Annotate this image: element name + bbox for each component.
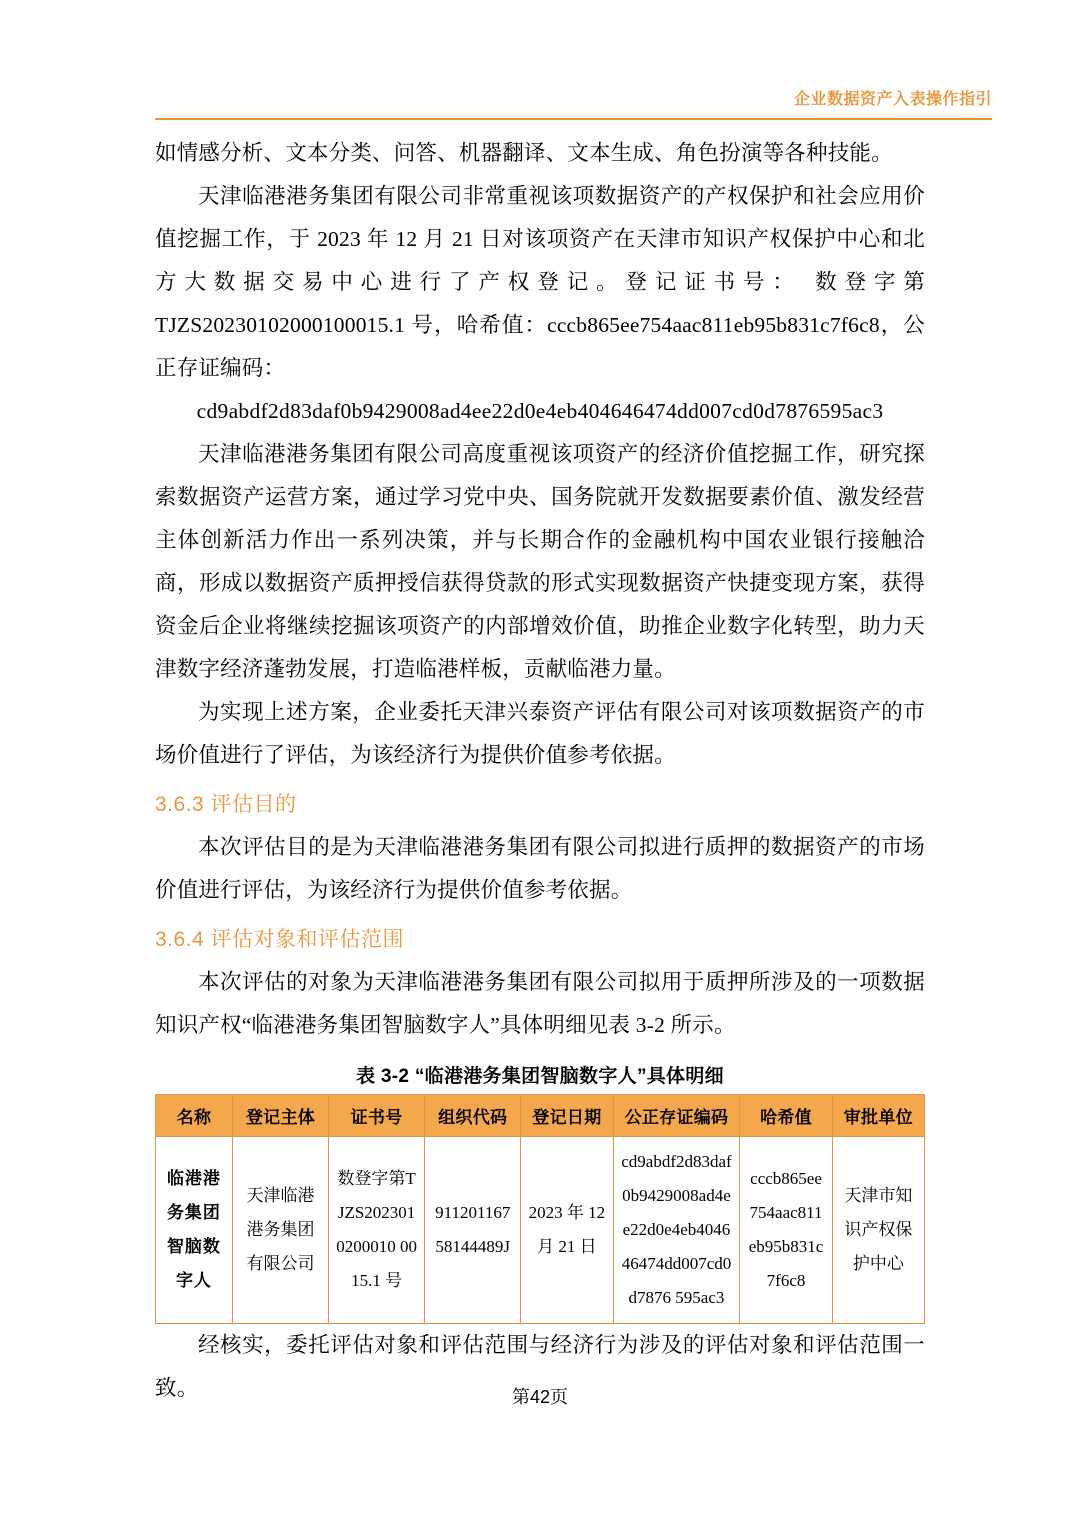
column-header-register-date: 登记日期 (521, 1095, 613, 1137)
paragraph-valuation-commission: 为实现上述方案，企业委托天津兴泰资产评估有限公司对该项数据资产的市场价值进行了评估，为该经济行为提供价值参考依据。 (155, 700, 925, 767)
table-caption: 表 3-2 “临港港务集团智脑数字人”具体明细 (356, 1066, 724, 1087)
table-header-row (156, 1095, 925, 1137)
cell-approval-unit: 天津市知识产权保护中心 (832, 1137, 924, 1324)
paragraph-ip-registration: 天津临港港务集团有限公司非常重视该项数据资产的产权保护和社会应用价值挖掘工作，于 2023 年 12 月 21 日对该项资产在天津市知识产权保护中心和北方大数据交易中心进行了产权登记。登记证书号： 数登字第TJZS20230102000100015.1 号，哈希值：cccb865ee754aac811eb95b831c7f6c8，公正存证编码： (155, 184, 925, 380)
paragraph-continued: 如情感分析、文本分类、问答、机器翻译、文本生成、角色扮演等各种技能。 (155, 141, 893, 165)
cell-certificate-no: 数登字第TJZS2023010200010 0015.1 号 (329, 1137, 425, 1324)
cell-registrant: 天津临港港务集团有限公司 (232, 1137, 328, 1324)
column-header-hash: 哈希值 (740, 1095, 832, 1137)
column-header-approval-unit: 审批单位 (832, 1095, 924, 1137)
asset-detail-table (155, 1094, 925, 1324)
column-header-registrant: 登记主体 (232, 1095, 328, 1137)
cell-register-date: 2023 年 12 月 21 日 (521, 1137, 613, 1324)
column-header-certificate-no: 证书号 (329, 1095, 425, 1137)
paragraph-verification: 经核实，委托评估对象和评估范围与经济行为涉及的评估对象和评估范围一致。 (155, 1333, 925, 1400)
notarial-code-line: cd9abdf2d83daf0b9429008ad4ee22d0e4eb404646474dd007cd0d7876595ac3 (196, 399, 884, 423)
header-divider (155, 118, 992, 120)
running-header: 企业数据资产入表操作指引 (793, 91, 992, 108)
cell-notarial-code: cd9abdf2d83daf0b9429008ad4ee22d0e4eb404646474dd007cd0d7876 595ac3 (613, 1137, 740, 1324)
paragraph-valuation-scope: 本次评估的对象为天津临港港务集团有限公司拟用于质押所涉及的一项数据知识产权“临港港务集团智脑数字人”具体明细见表 3-2 所示。 (155, 970, 925, 1037)
cell-hash: cccb865ee754aac811eb95b831c7f6c8 (740, 1137, 832, 1324)
table-row (156, 1137, 925, 1324)
paragraph-valuation-purpose: 本次评估目的是为天津临港港务集团有限公司拟进行质押的数据资产的市场价值进行评估，为该经济行为提供价值参考依据。 (155, 835, 925, 902)
page-content (155, 132, 925, 1410)
heading-3-6-3: 3.6.3 评估目的 (155, 793, 297, 816)
cell-org-code: 91120116758144489J (425, 1137, 521, 1324)
column-header-notarial-code: 公正存证编码 (613, 1095, 740, 1137)
column-header-org-code: 组织代码 (425, 1095, 521, 1137)
cell-name: 临港港务集团智脑数字人 (156, 1137, 233, 1324)
page-number: 第42页 (511, 1387, 569, 1407)
column-header-name: 名称 (156, 1095, 233, 1137)
paragraph-economic-value: 天津临港港务集团有限公司高度重视该项资产的经济价值挖掘工作，研究探索数据资产运营方案，通过学习党中央、国务院就开发数据要素价值、激发经营主体创新活力作出一系列决策，并与长期合作的金融机构中国农业银行接触洽商，形成以数据资产质押授信获得贷款的形式实现数据资产快捷变现方案，获得资金后企业将继续挖掘该项资产的内部增效价值，助推企业数字化转型，助力天津数字经济蓬勃发展，打造临港样板，贡献临港力量。 (155, 442, 925, 681)
heading-3-6-4: 3.6.4 评估对象和评估范围 (155, 928, 405, 951)
